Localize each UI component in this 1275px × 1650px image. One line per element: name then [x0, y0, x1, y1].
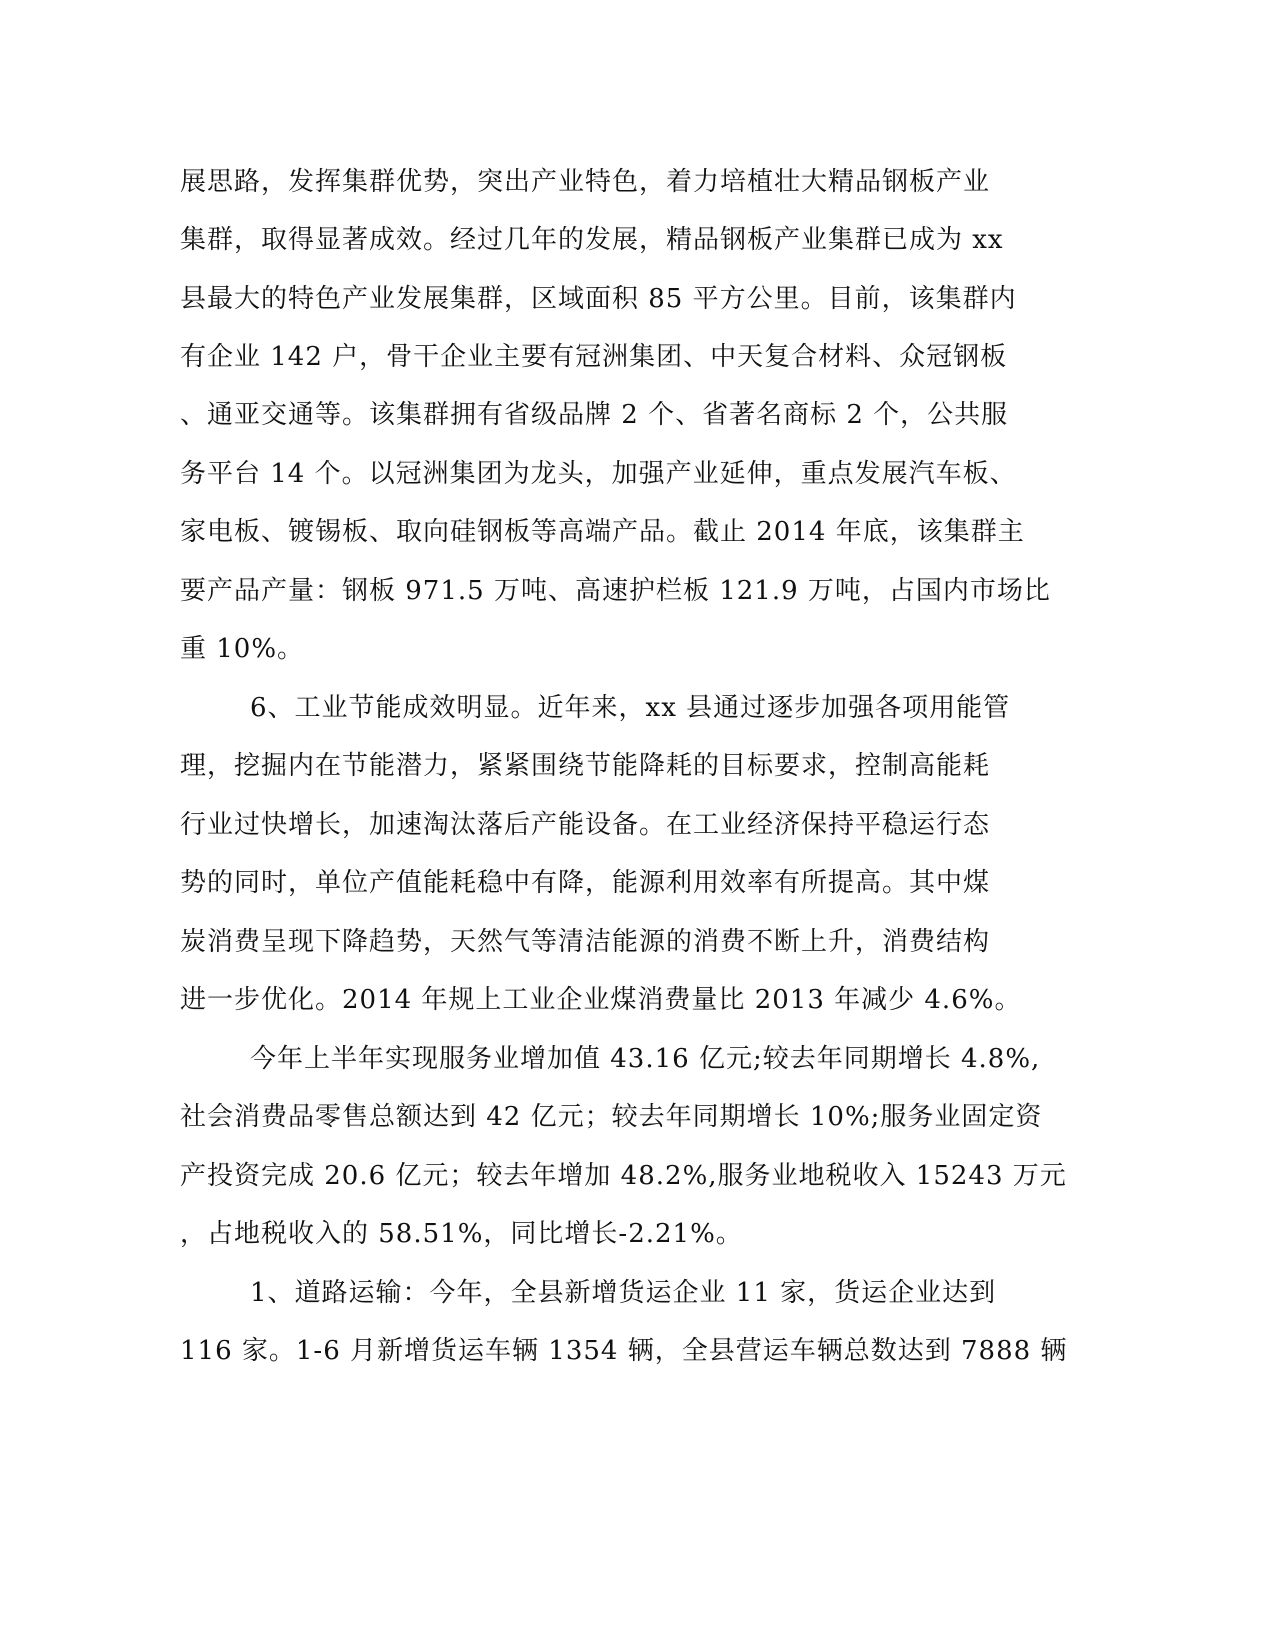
text-line: 炭消费呈现下降趋势，天然气等清洁能源的消费不断上升，消费结构 — [180, 927, 991, 957]
text-line: 116 家。1-6 月新增货运车辆 1354 辆，全县营运车辆总数达到 7888 辆 — [180, 1336, 1068, 1366]
text-line: 行业过快增长，加速淘汰落后产能设备。在工业经济保持平稳运行态 — [180, 810, 991, 840]
text-line: 要产品产量：钢板 971.5 万吨、高速护栏板 121.9 万吨，占国内市场比 — [180, 576, 1051, 606]
text-line: 理，挖掘内在节能潜力，紧紧围绕节能降耗的目标要求，控制高能耗 — [180, 751, 991, 781]
text-line: 1、道路运输：今年，全县新增货运企业 11 家，货运企业达到 — [250, 1278, 997, 1308]
text-line: 今年上半年实现服务业增加值 43.16 亿元;较去年同期增长 4.8%, — [250, 1044, 1041, 1074]
text-line: 势的同时，单位产值能耗稳中有降，能源利用效率有所提高。其中煤 — [180, 868, 991, 898]
text-line: 县最大的特色产业发展集群，区域面积 85 平方公里。目前，该集群内 — [180, 284, 1017, 314]
text-line: 社会消费品零售总额达到 42 亿元；较去年同期增长 10%;服务业固定资 — [180, 1102, 1043, 1132]
text-line: 有企业 142 户，骨干企业主要有冠洲集团、中天复合材料、众冠钢板 — [180, 342, 1008, 372]
text-line: 展思路，发挥集群优势，突出产业特色，着力培植壮大精品钢板产业 — [180, 167, 991, 197]
text-line: 产投资完成 20.6 亿元；较去年增加 48.2%,服务业地税收入 15243 万元 — [180, 1161, 1067, 1191]
text-line: 家电板、镀锡板、取向硅钢板等高端产品。截止 2014 年底，该集群主 — [180, 517, 1025, 547]
text-line: 6、工业节能成效明显。近年来，xx 县通过逐步加强各项用能管 — [250, 693, 1011, 723]
text-line: 务平台 14 个。以冠洲集团为龙头，加强产业延伸，重点发展汽车板、 — [180, 459, 1017, 489]
text-line: 集群，取得显著成效。经过几年的发展，精品钢板产业集群已成为 xx — [180, 225, 1004, 255]
text-line: 进一步优化。2014 年规上工业企业煤消费量比 2013 年减少 4.6%。 — [180, 985, 1022, 1015]
text-line: 重 10%。 — [180, 634, 305, 664]
text-line: 、通亚交通等。该集群拥有省级品牌 2 个、省著名商标 2 个，公共服 — [180, 400, 1009, 430]
text-line: ，占地税收入的 58.51%，同比增长-2.21%。 — [180, 1219, 743, 1249]
